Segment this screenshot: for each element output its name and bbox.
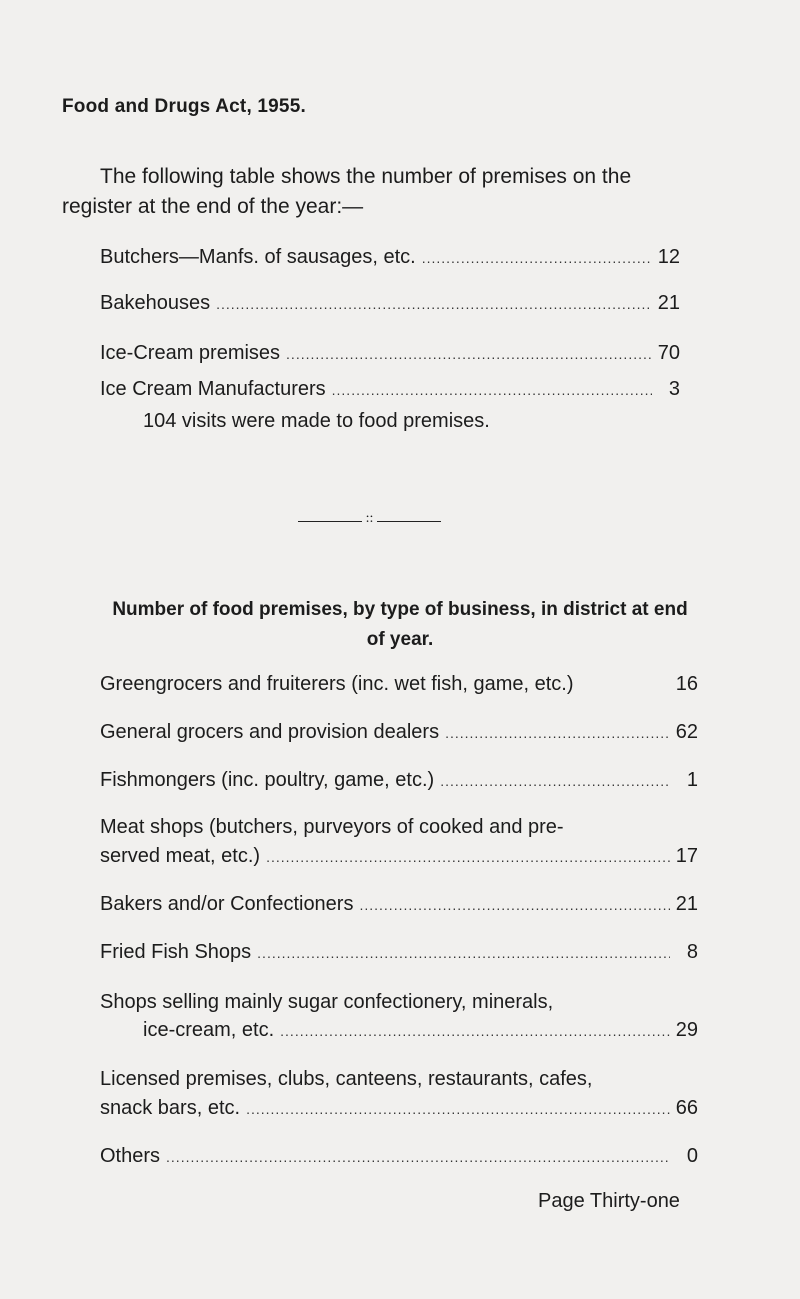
premises-label-line-1: Meat shops (butchers, purveyors of cooked and pre- (100, 816, 564, 838)
leader-dots (257, 945, 670, 961)
premises-row (100, 769, 698, 792)
register-label: Ice-Cream premises (100, 342, 281, 364)
register-row (100, 292, 680, 315)
intro-line-1: The following table shows the number of premises on the (100, 165, 632, 188)
register-value: 70 (657, 342, 680, 364)
register-label: Bakehouses (100, 292, 211, 314)
premises-value: 8 (686, 941, 698, 963)
leader-dots (216, 296, 652, 312)
register-value: 21 (657, 292, 680, 314)
leader-dots (332, 382, 652, 398)
leader-dots (445, 725, 670, 741)
premises-label-line-1: Licensed premises, clubs, canteens, restaurants, cafes, (100, 1068, 593, 1090)
premises-label: Fishmongers (inc. poultry, game, etc.) (100, 769, 435, 791)
leader-dots (166, 1149, 670, 1165)
section-heading-line-2: of year. (366, 629, 434, 650)
premises-row (100, 893, 698, 916)
divider-mark: :: (365, 511, 374, 526)
leader-dots (422, 250, 652, 266)
premises-row (100, 721, 698, 744)
leader-dots (286, 346, 652, 362)
leader-dots (266, 849, 670, 865)
premises-label: Others (100, 1145, 161, 1167)
premises-row (143, 1019, 698, 1042)
premises-value: 1 (686, 769, 698, 791)
section-divider (298, 512, 441, 530)
premises-label: General grocers and provision dealers (100, 721, 440, 743)
premises-row (100, 941, 698, 964)
section-heading (60, 595, 740, 655)
leader-dots (280, 1023, 670, 1039)
premises-row (100, 673, 698, 696)
premises-label: Fried Fish Shops (100, 941, 252, 963)
register-value: 3 (668, 378, 680, 400)
premises-value: 66 (675, 1097, 698, 1119)
premises-label: ice-cream, etc. (143, 1019, 275, 1041)
premises-label-line-1: Shops selling mainly sugar confectionery, minerals, (100, 991, 554, 1013)
leader-dots (440, 773, 670, 789)
premises-value: 0 (686, 1145, 698, 1167)
register-label: Butchers—Manfs. of sausages, etc. (100, 246, 416, 268)
register-label: Ice Cream Manufacturers (100, 378, 326, 400)
leader-dots (246, 1101, 670, 1117)
intro-paragraph (62, 162, 712, 222)
premises-label: served meat, etc.) (100, 845, 261, 867)
premises-row (100, 1097, 698, 1120)
premises-value: 62 (675, 721, 698, 743)
premises-value: 29 (675, 1019, 698, 1041)
premises-row (100, 1145, 698, 1168)
premises-value: 17 (675, 845, 698, 867)
section-heading-line-1: Number of food premises, by type of business, in district at end (112, 599, 688, 620)
register-row (100, 378, 680, 401)
register-row (100, 246, 680, 269)
page-heading: Food and Drugs Act, 1955. (62, 96, 306, 117)
premises-row (100, 845, 698, 868)
premises-label: snack bars, etc. (100, 1097, 241, 1119)
premises-value: 21 (675, 893, 698, 915)
leader-dots (359, 897, 669, 913)
premises-label: Bakers and/or Confectioners (100, 893, 354, 915)
premises-label: Greengrocers and fruiterers (inc. wet fish, game, etc.) (100, 673, 574, 695)
visits-note: 104 visits were made to food premises. (143, 410, 490, 432)
premises-value: 16 (675, 673, 698, 695)
intro-line-2: register at the end of the year:— (62, 195, 364, 218)
register-row (100, 342, 680, 365)
register-value: 12 (657, 246, 680, 268)
page-number: Page Thirty-one (538, 1190, 680, 1212)
